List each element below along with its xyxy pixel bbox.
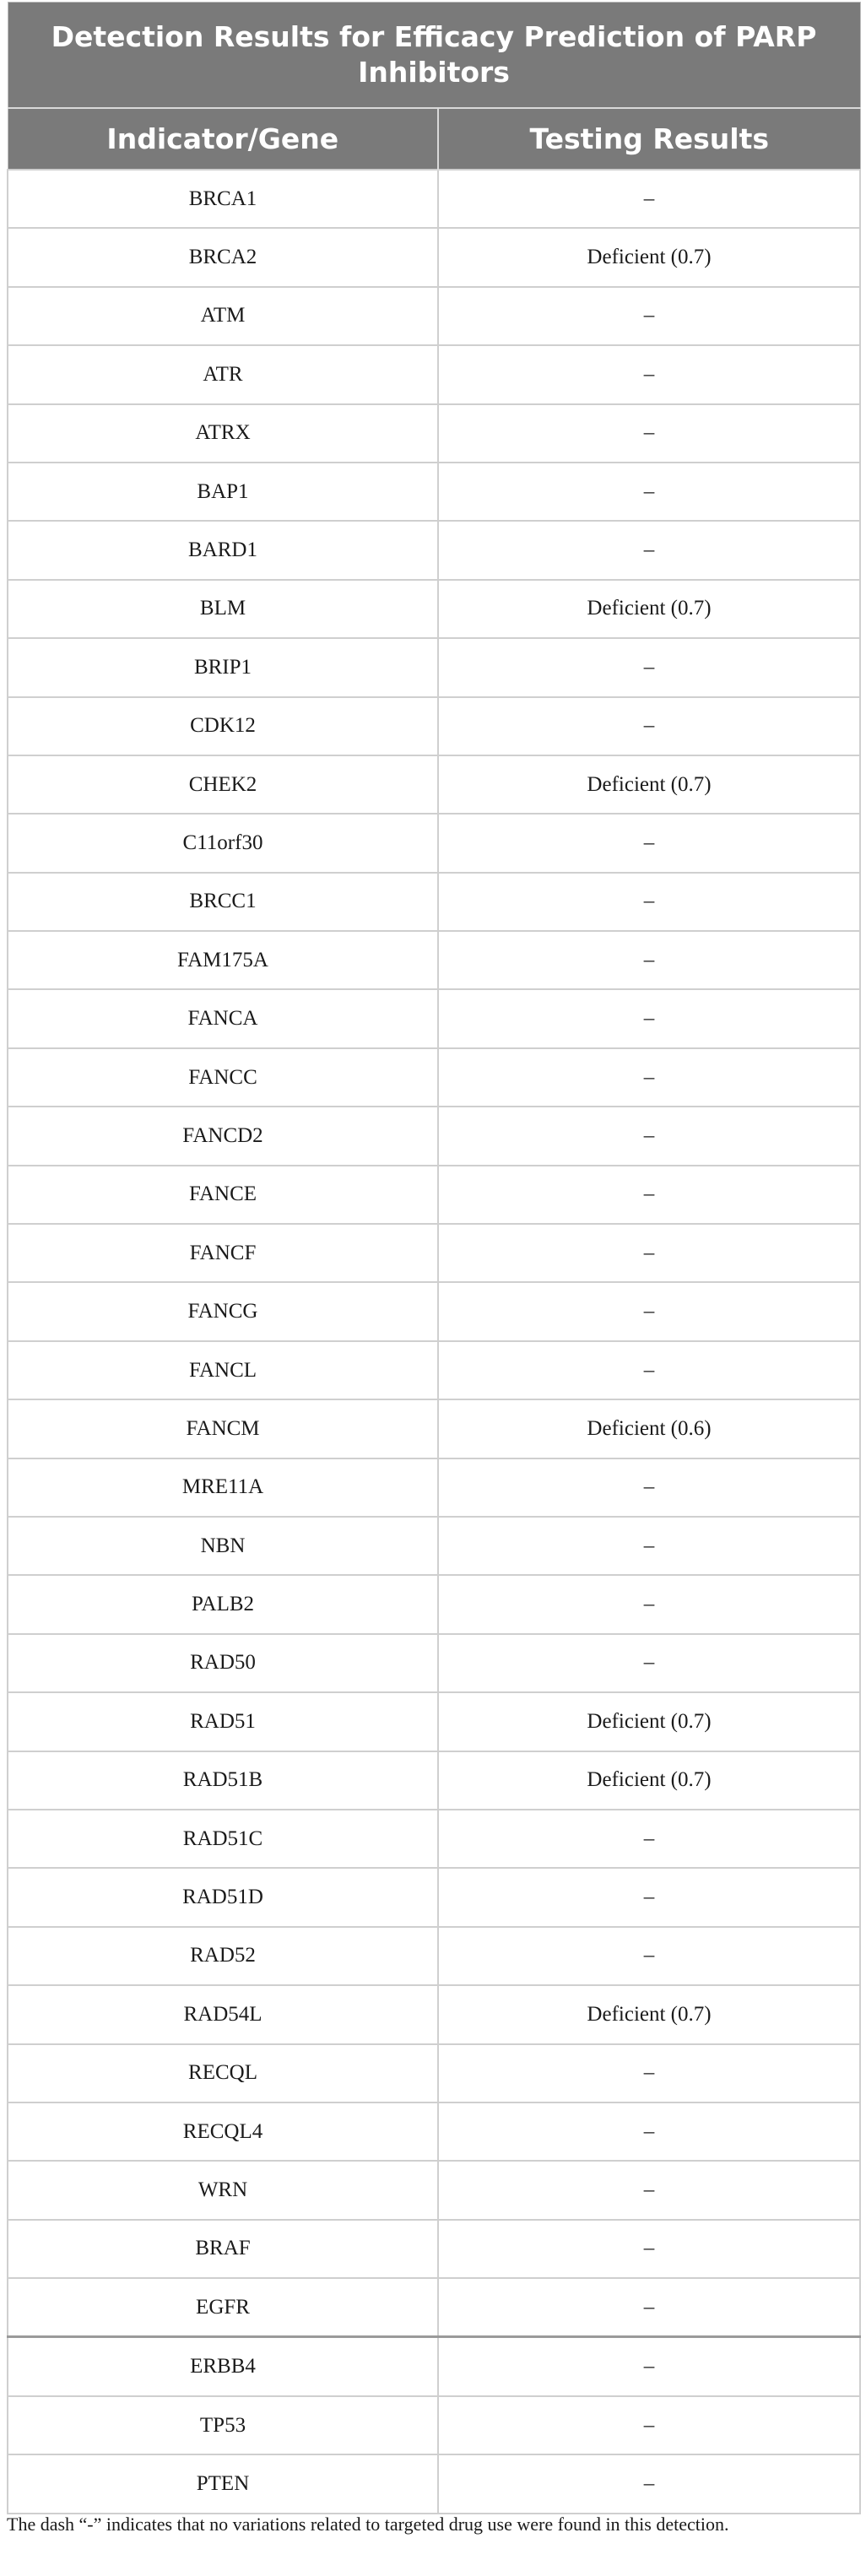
table-row <box>8 2454 860 2513</box>
gene-cell: FAM175A <box>8 931 438 989</box>
table-footnote: The dash “-” indicates that no variations related to targeted drug use were found in this detection. <box>7 2514 729 2535</box>
gene-cell: RAD51 <box>8 1692 438 1751</box>
result-cell: – <box>438 2161 860 2219</box>
gene-cell: RECQL4 <box>8 2102 438 2161</box>
result-cell: – <box>438 2396 860 2454</box>
gene-cell: RAD54L <box>8 1985 438 2043</box>
table-row <box>8 1810 860 1868</box>
result-cell: – <box>438 2044 860 2102</box>
table-title-row <box>8 3 860 109</box>
table-row <box>8 638 860 696</box>
result-cell: – <box>438 989 860 1047</box>
result-cell: Deficient (0.7) <box>438 1985 860 2043</box>
table-row <box>8 1868 860 1926</box>
results-table <box>7 2 861 2514</box>
gene-cell: FANCL <box>8 1341 438 1399</box>
result-cell: – <box>438 2102 860 2161</box>
gene-cell: RAD52 <box>8 1927 438 1985</box>
result-cell: Deficient (0.7) <box>438 1751 860 1810</box>
result-cell: – <box>438 1341 860 1399</box>
table-row <box>8 287 860 345</box>
gene-cell: FANCC <box>8 1048 438 1107</box>
result-cell: Deficient (0.7) <box>438 1692 860 1751</box>
table-header-row <box>8 108 860 170</box>
gene-cell: NBN <box>8 1517 438 1575</box>
table-row <box>8 580 860 638</box>
table-row <box>8 228 860 286</box>
table-row <box>8 1751 860 1810</box>
table-row <box>8 1985 860 2043</box>
result-cell: – <box>438 463 860 521</box>
result-cell: – <box>438 638 860 696</box>
result-cell: – <box>438 931 860 989</box>
result-cell: – <box>438 404 860 463</box>
gene-cell: RECQL <box>8 2044 438 2102</box>
table-row <box>8 1399 860 1458</box>
table-row <box>8 814 860 872</box>
result-cell: – <box>438 1458 860 1517</box>
gene-cell: CDK12 <box>8 697 438 755</box>
result-cell: – <box>438 1868 860 1926</box>
table-body <box>8 170 860 2514</box>
gene-cell: WRN <box>8 2161 438 2219</box>
gene-cell: ATM <box>8 287 438 345</box>
table-row <box>8 463 860 521</box>
gene-cell: PTEN <box>8 2454 438 2513</box>
table-row <box>8 1341 860 1399</box>
table-row <box>8 1282 860 1340</box>
result-cell: – <box>438 814 860 872</box>
gene-cell: BRIP1 <box>8 638 438 696</box>
table-row <box>8 697 860 755</box>
table-row <box>8 2396 860 2454</box>
gene-cell: FANCF <box>8 1224 438 1282</box>
table-row <box>8 2278 860 2337</box>
gene-cell: RAD51C <box>8 1810 438 1868</box>
table-row <box>8 2102 860 2161</box>
table-row <box>8 404 860 463</box>
table-row <box>8 1048 860 1107</box>
gene-cell: ERBB4 <box>8 2337 438 2396</box>
result-cell: – <box>438 2454 860 2513</box>
result-cell: – <box>438 1048 860 1107</box>
result-cell: – <box>438 170 860 228</box>
table-row <box>8 2337 860 2396</box>
gene-cell: CHEK2 <box>8 755 438 814</box>
table-row <box>8 1517 860 1575</box>
gene-cell: RAD51D <box>8 1868 438 1926</box>
gene-cell: C11orf30 <box>8 814 438 872</box>
gene-cell: BRCA1 <box>8 170 438 228</box>
table-title: Detection Results for Efficacy Prediction of PARP Inhibitors <box>8 3 860 109</box>
table-row <box>8 2220 860 2278</box>
gene-cell: PALB2 <box>8 1575 438 1633</box>
table-row <box>8 2161 860 2219</box>
table-row <box>8 345 860 403</box>
gene-cell: BARD1 <box>8 521 438 579</box>
result-cell: – <box>438 1282 860 1340</box>
result-cell: – <box>438 873 860 931</box>
table-row <box>8 2044 860 2102</box>
gene-cell: TP53 <box>8 2396 438 2454</box>
result-cell: – <box>438 287 860 345</box>
gene-cell: MRE11A <box>8 1458 438 1517</box>
column-header-results: Testing Results <box>438 108 860 170</box>
gene-cell: BAP1 <box>8 463 438 521</box>
gene-cell: FANCA <box>8 989 438 1047</box>
table-row <box>8 989 860 1047</box>
gene-cell: EGFR <box>8 2278 438 2337</box>
result-cell: Deficient (0.6) <box>438 1399 860 1458</box>
table-row <box>8 170 860 228</box>
column-header-indicator: Indicator/Gene <box>8 108 438 170</box>
table-row <box>8 1927 860 1985</box>
result-cell: Deficient (0.7) <box>438 580 860 638</box>
result-cell: – <box>438 1634 860 1692</box>
table-row <box>8 1692 860 1751</box>
gene-cell: FANCD2 <box>8 1107 438 1165</box>
result-cell: – <box>438 345 860 403</box>
result-cell: – <box>438 1224 860 1282</box>
result-cell: – <box>438 2337 860 2396</box>
gene-cell: BLM <box>8 580 438 638</box>
gene-cell: FANCG <box>8 1282 438 1340</box>
result-cell: – <box>438 1810 860 1868</box>
result-cell: – <box>438 697 860 755</box>
table-row <box>8 1107 860 1165</box>
gene-cell: RAD51B <box>8 1751 438 1810</box>
table-row <box>8 521 860 579</box>
gene-cell: BRCC1 <box>8 873 438 931</box>
result-cell: – <box>438 1107 860 1165</box>
gene-cell: BRAF <box>8 2220 438 2278</box>
result-cell: – <box>438 2220 860 2278</box>
result-cell: – <box>438 521 860 579</box>
result-cell: – <box>438 1575 860 1633</box>
result-cell: – <box>438 1517 860 1575</box>
table-row <box>8 931 860 989</box>
result-cell: – <box>438 2278 860 2337</box>
table-row <box>8 1634 860 1692</box>
result-cell: – <box>438 1927 860 1985</box>
result-cell: Deficient (0.7) <box>438 755 860 814</box>
gene-cell: ATRX <box>8 404 438 463</box>
gene-cell: BRCA2 <box>8 228 438 286</box>
table-row <box>8 1166 860 1224</box>
table-row <box>8 1575 860 1633</box>
gene-cell: RAD50 <box>8 1634 438 1692</box>
results-table-container <box>7 2 859 2514</box>
result-cell: – <box>438 1166 860 1224</box>
table-row <box>8 1458 860 1517</box>
gene-cell: ATR <box>8 345 438 403</box>
table-row <box>8 873 860 931</box>
gene-cell: FANCE <box>8 1166 438 1224</box>
gene-cell: FANCM <box>8 1399 438 1458</box>
table-row <box>8 1224 860 1282</box>
result-cell: Deficient (0.7) <box>438 228 860 286</box>
table-row <box>8 755 860 814</box>
